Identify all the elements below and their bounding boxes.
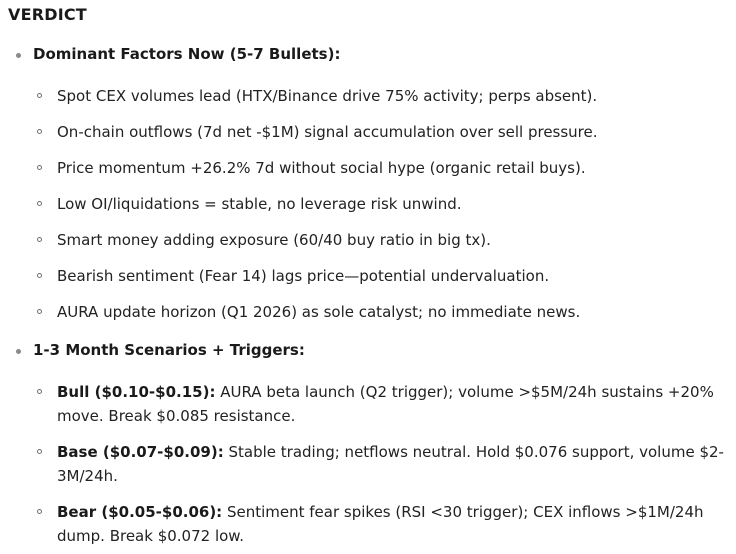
factor-text: Smart money adding exposure (60/40 buy ratio in big tx). [57, 231, 491, 249]
bullet-circle-icon [37, 93, 42, 98]
factor-text: On-chain outflows (7d net -$1M) signal accumulation over sell pressure. [57, 123, 598, 141]
scenarios-label: 1-3 Month Scenarios + Triggers: [33, 341, 305, 359]
factor-item [0, 156, 736, 180]
scenario-line: dump. Break $0.072 low. [57, 527, 244, 545]
factor-item [0, 228, 736, 252]
scenario-text [57, 380, 727, 428]
scenario-item-base [0, 440, 736, 488]
scenario-line: 3M/24h. [57, 467, 118, 485]
dominant-factors-section [0, 43, 736, 67]
bullet-circle-icon [37, 389, 42, 394]
bullet-circle-icon [37, 165, 42, 170]
bullet-disc-icon [16, 349, 21, 354]
factor-text: AURA update horizon (Q1 2026) as sole catalyst; no immediate news. [57, 303, 581, 321]
bullet-circle-icon [37, 449, 42, 454]
factor-item [0, 84, 736, 108]
dominant-factors-header [0, 43, 736, 67]
scenarios-section [0, 339, 736, 363]
factor-text: Low OI/liquidations = stable, no leverage risk unwind. [57, 195, 462, 213]
bullet-circle-icon [37, 129, 42, 134]
scenario-text [57, 500, 727, 548]
scenario-text [57, 440, 727, 488]
factor-text: Spot CEX volumes lead (HTX/Binance drive 75% activity; perps absent). [57, 87, 598, 105]
scenario-item-bear [0, 500, 736, 548]
bullet-circle-icon [37, 309, 42, 314]
scenario-line: move. Break $0.085 resistance. [57, 407, 296, 425]
factor-text: Bearish sentiment (Fear 14) lags price—potential undervaluation. [57, 267, 550, 285]
scenario-item-bull [0, 380, 736, 428]
scenarios-header [0, 339, 736, 363]
factor-text: Price momentum +26.2% 7d without social hype (organic retail buys). [57, 159, 586, 177]
verdict-heading: VERDICT [8, 5, 87, 24]
scenario-line: Sentiment fear spikes (RSI <30 trigger); CEX inflows >$1M/24h [226, 503, 704, 521]
scenario-title: Bull ($0.10-$0.15): [57, 383, 216, 401]
dominant-factors-label: Dominant Factors Now (5-7 Bullets): [33, 45, 341, 63]
factor-item [0, 300, 736, 324]
factor-item [0, 192, 736, 216]
scenario-line: AURA beta launch (Q2 trigger); volume >$5M/24h sustains +20% [220, 383, 714, 401]
scenario-title: Bear ($0.05-$0.06): [57, 503, 223, 521]
scenario-line: Stable trading; netflows neutral. Hold $0.076 support, volume $2- [228, 443, 724, 461]
bullet-circle-icon [37, 237, 42, 242]
scenario-title: Base ($0.07-$0.09): [57, 443, 224, 461]
factor-item [0, 264, 736, 288]
bullet-circle-icon [37, 201, 42, 206]
bullet-disc-icon [16, 53, 21, 58]
bullet-circle-icon [37, 509, 42, 514]
factor-item [0, 120, 736, 144]
bullet-circle-icon [37, 273, 42, 278]
